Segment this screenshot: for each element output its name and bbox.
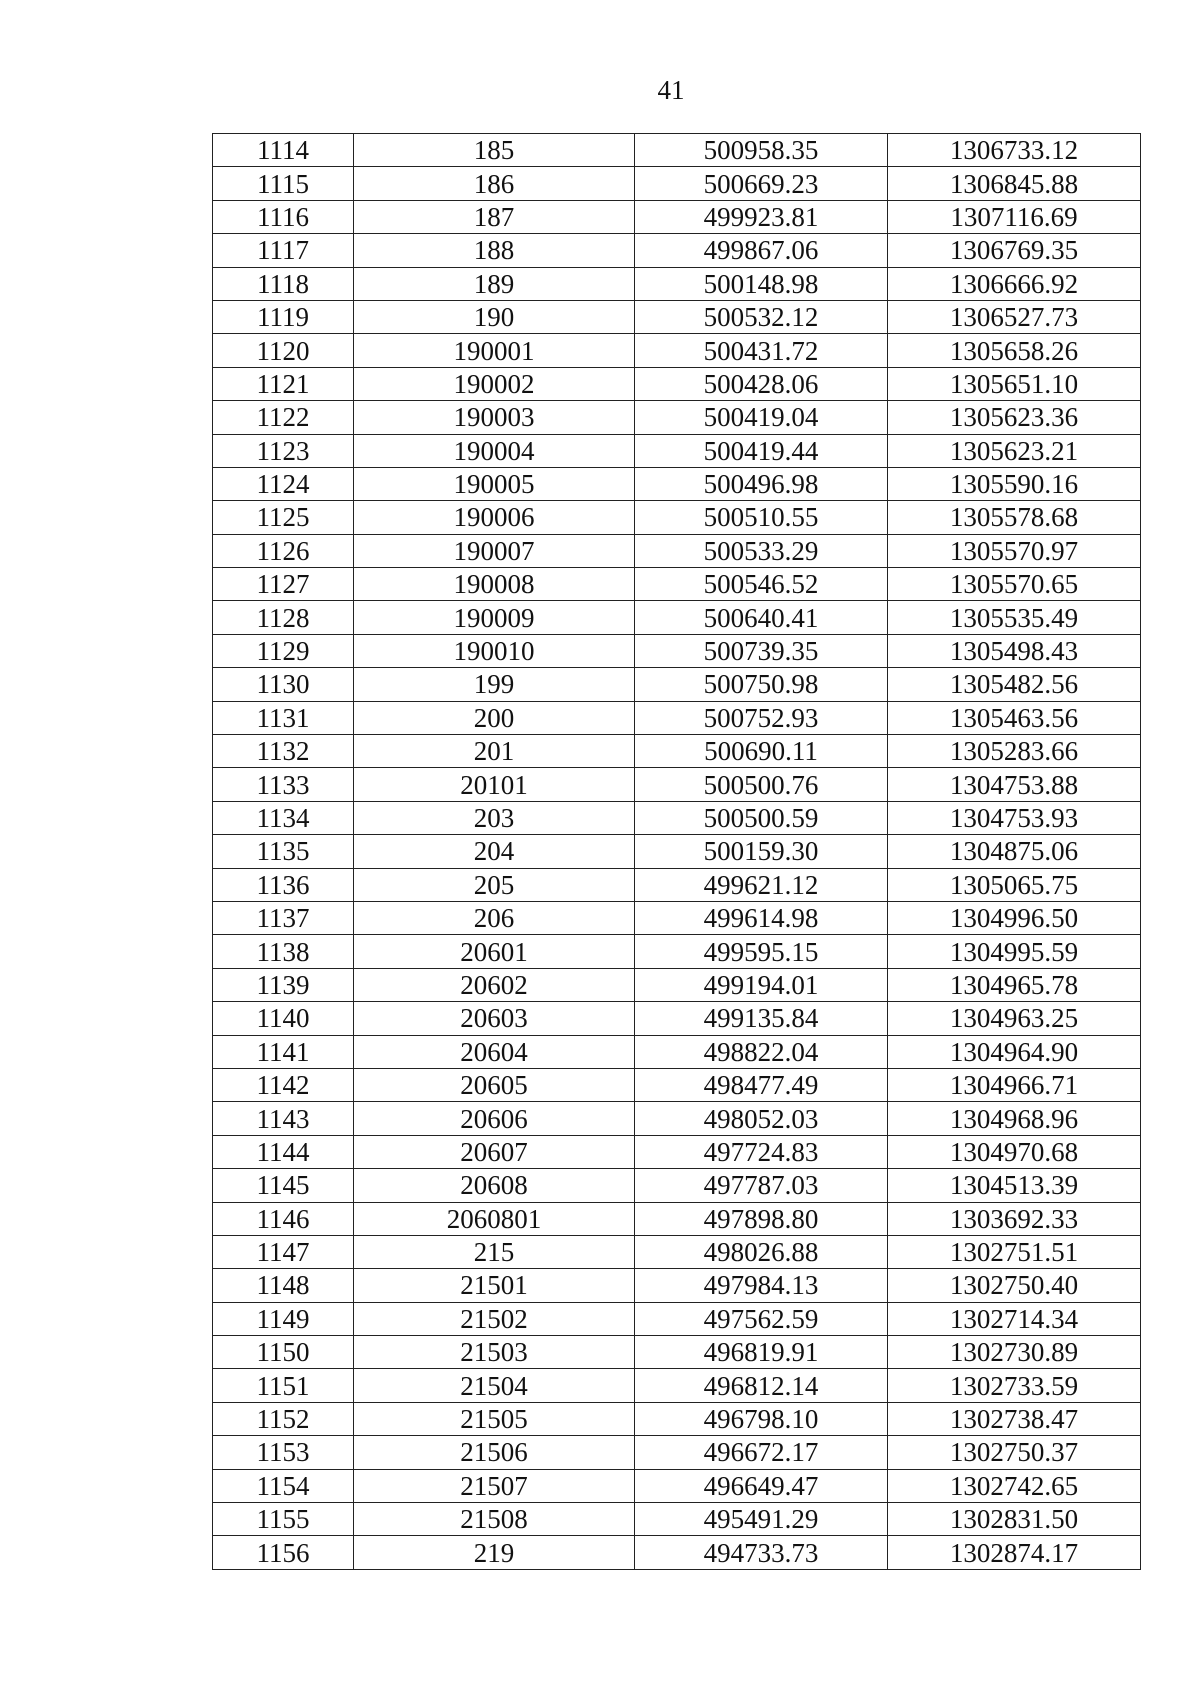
point-id-cell: 21507 (354, 1469, 635, 1502)
y-coordinate-cell: 1302751.51 (888, 1235, 1141, 1268)
x-coordinate-cell: 500958.35 (635, 134, 888, 167)
row-number-cell: 1146 (213, 1202, 354, 1235)
point-id-cell: 185 (354, 134, 635, 167)
table-row (213, 1402, 1141, 1435)
x-coordinate-cell: 498026.88 (635, 1235, 888, 1268)
table-row (213, 1002, 1141, 1035)
table-row (213, 167, 1141, 200)
x-coordinate-cell: 497724.83 (635, 1135, 888, 1168)
table-row (213, 735, 1141, 768)
y-coordinate-cell: 1305283.66 (888, 735, 1141, 768)
y-coordinate-cell: 1305482.56 (888, 668, 1141, 701)
point-id-cell: 190003 (354, 401, 635, 434)
row-number-cell: 1115 (213, 167, 354, 200)
y-coordinate-cell: 1302742.65 (888, 1469, 1141, 1502)
y-coordinate-cell: 1304753.93 (888, 801, 1141, 834)
point-id-cell: 201 (354, 735, 635, 768)
row-number-cell: 1123 (213, 434, 354, 467)
point-id-cell: 190010 (354, 634, 635, 667)
table-row (213, 234, 1141, 267)
table-row (213, 568, 1141, 601)
table-row (213, 835, 1141, 868)
point-id-cell: 21506 (354, 1436, 635, 1469)
point-id-cell: 190 (354, 300, 635, 333)
row-number-cell: 1133 (213, 768, 354, 801)
row-number-cell: 1139 (213, 968, 354, 1001)
y-coordinate-cell: 1304996.50 (888, 901, 1141, 934)
x-coordinate-cell: 500752.93 (635, 701, 888, 734)
coordinates-table (212, 133, 1141, 1570)
row-number-cell: 1142 (213, 1068, 354, 1101)
x-coordinate-cell: 500640.41 (635, 601, 888, 634)
row-number-cell: 1124 (213, 467, 354, 500)
x-coordinate-cell: 499595.15 (635, 935, 888, 968)
row-number-cell: 1122 (213, 401, 354, 434)
row-number-cell: 1129 (213, 634, 354, 667)
table-row (213, 367, 1141, 400)
point-id-cell: 190005 (354, 467, 635, 500)
point-id-cell: 20605 (354, 1068, 635, 1101)
row-number-cell: 1152 (213, 1402, 354, 1435)
x-coordinate-cell: 499867.06 (635, 234, 888, 267)
y-coordinate-cell: 1304963.25 (888, 1002, 1141, 1035)
x-coordinate-cell: 500500.59 (635, 801, 888, 834)
row-number-cell: 1138 (213, 935, 354, 968)
point-id-cell: 20101 (354, 768, 635, 801)
row-number-cell: 1131 (213, 701, 354, 734)
x-coordinate-cell: 499621.12 (635, 868, 888, 901)
x-coordinate-cell: 498052.03 (635, 1102, 888, 1135)
x-coordinate-cell: 500500.76 (635, 768, 888, 801)
y-coordinate-cell: 1304875.06 (888, 835, 1141, 868)
table-row (213, 267, 1141, 300)
table-row (213, 200, 1141, 233)
table-row (213, 801, 1141, 834)
row-number-cell: 1117 (213, 234, 354, 267)
x-coordinate-cell: 498822.04 (635, 1035, 888, 1068)
x-coordinate-cell: 499135.84 (635, 1002, 888, 1035)
row-number-cell: 1127 (213, 568, 354, 601)
row-number-cell: 1126 (213, 534, 354, 567)
point-id-cell: 190002 (354, 367, 635, 400)
row-number-cell: 1147 (213, 1235, 354, 1268)
point-id-cell: 21503 (354, 1336, 635, 1369)
y-coordinate-cell: 1306769.35 (888, 234, 1141, 267)
row-number-cell: 1135 (213, 835, 354, 868)
point-id-cell: 215 (354, 1235, 635, 1268)
table-row (213, 134, 1141, 167)
table-row (213, 1536, 1141, 1569)
point-id-cell: 200 (354, 701, 635, 734)
table-row (213, 1035, 1141, 1068)
y-coordinate-cell: 1302750.40 (888, 1269, 1141, 1302)
y-coordinate-cell: 1305590.16 (888, 467, 1141, 500)
point-id-cell: 199 (354, 668, 635, 701)
table-row (213, 1102, 1141, 1135)
x-coordinate-cell: 500690.11 (635, 735, 888, 768)
x-coordinate-cell: 494733.73 (635, 1536, 888, 1569)
point-id-cell: 21502 (354, 1302, 635, 1335)
table-row (213, 1336, 1141, 1369)
y-coordinate-cell: 1305463.56 (888, 701, 1141, 734)
x-coordinate-cell: 500428.06 (635, 367, 888, 400)
table-row (213, 901, 1141, 934)
x-coordinate-cell: 497898.80 (635, 1202, 888, 1235)
x-coordinate-cell: 500431.72 (635, 334, 888, 367)
row-number-cell: 1121 (213, 367, 354, 400)
table-row (213, 768, 1141, 801)
x-coordinate-cell: 497984.13 (635, 1269, 888, 1302)
point-id-cell: 20603 (354, 1002, 635, 1035)
table-row (213, 668, 1141, 701)
page-number: 41 (657, 75, 685, 105)
y-coordinate-cell: 1305658.26 (888, 334, 1141, 367)
row-number-cell: 1148 (213, 1269, 354, 1302)
table-row (213, 534, 1141, 567)
point-id-cell: 187 (354, 200, 635, 233)
table-row (213, 1269, 1141, 1302)
table-row (213, 334, 1141, 367)
row-number-cell: 1136 (213, 868, 354, 901)
point-id-cell: 186 (354, 167, 635, 200)
table-row (213, 1135, 1141, 1168)
x-coordinate-cell: 498477.49 (635, 1068, 888, 1101)
x-coordinate-cell: 500419.04 (635, 401, 888, 434)
x-coordinate-cell: 500510.55 (635, 501, 888, 534)
point-id-cell: 20608 (354, 1169, 635, 1202)
y-coordinate-cell: 1305535.49 (888, 601, 1141, 634)
y-coordinate-cell: 1302730.89 (888, 1336, 1141, 1369)
y-coordinate-cell: 1302738.47 (888, 1402, 1141, 1435)
x-coordinate-cell: 500159.30 (635, 835, 888, 868)
y-coordinate-cell: 1302733.59 (888, 1369, 1141, 1402)
x-coordinate-cell: 500739.35 (635, 634, 888, 667)
row-number-cell: 1154 (213, 1469, 354, 1502)
row-number-cell: 1134 (213, 801, 354, 834)
point-id-cell: 205 (354, 868, 635, 901)
table-row (213, 1202, 1141, 1235)
point-id-cell: 20606 (354, 1102, 635, 1135)
table-row (213, 701, 1141, 734)
y-coordinate-cell: 1305651.10 (888, 367, 1141, 400)
y-coordinate-cell: 1304995.59 (888, 935, 1141, 968)
y-coordinate-cell: 1305578.68 (888, 501, 1141, 534)
point-id-cell: 204 (354, 835, 635, 868)
y-coordinate-cell: 1304968.96 (888, 1102, 1141, 1135)
table-row (213, 1503, 1141, 1536)
x-coordinate-cell: 499923.81 (635, 200, 888, 233)
y-coordinate-cell: 1305498.43 (888, 634, 1141, 667)
y-coordinate-cell: 1305570.97 (888, 534, 1141, 567)
table-row (213, 634, 1141, 667)
row-number-cell: 1149 (213, 1302, 354, 1335)
y-coordinate-cell: 1302750.37 (888, 1436, 1141, 1469)
row-number-cell: 1153 (213, 1436, 354, 1469)
row-number-cell: 1114 (213, 134, 354, 167)
point-id-cell: 20607 (354, 1135, 635, 1168)
y-coordinate-cell: 1302831.50 (888, 1503, 1141, 1536)
x-coordinate-cell: 497787.03 (635, 1169, 888, 1202)
x-coordinate-cell: 496649.47 (635, 1469, 888, 1502)
point-id-cell: 190007 (354, 534, 635, 567)
x-coordinate-cell: 499614.98 (635, 901, 888, 934)
point-id-cell: 219 (354, 1536, 635, 1569)
y-coordinate-cell: 1304964.90 (888, 1035, 1141, 1068)
table-row (213, 300, 1141, 333)
y-coordinate-cell: 1304966.71 (888, 1068, 1141, 1101)
point-id-cell: 203 (354, 801, 635, 834)
row-number-cell: 1155 (213, 1503, 354, 1536)
row-number-cell: 1143 (213, 1102, 354, 1135)
table-row (213, 501, 1141, 534)
x-coordinate-cell: 500148.98 (635, 267, 888, 300)
x-coordinate-cell: 499194.01 (635, 968, 888, 1001)
x-coordinate-cell: 500419.44 (635, 434, 888, 467)
point-id-cell: 188 (354, 234, 635, 267)
point-id-cell: 190008 (354, 568, 635, 601)
y-coordinate-cell: 1306666.92 (888, 267, 1141, 300)
row-number-cell: 1119 (213, 300, 354, 333)
row-number-cell: 1116 (213, 200, 354, 233)
point-id-cell: 190009 (354, 601, 635, 634)
row-number-cell: 1144 (213, 1135, 354, 1168)
x-coordinate-cell: 496798.10 (635, 1402, 888, 1435)
x-coordinate-cell: 500496.98 (635, 467, 888, 500)
y-coordinate-cell: 1304965.78 (888, 968, 1141, 1001)
point-id-cell: 20601 (354, 935, 635, 968)
row-number-cell: 1141 (213, 1035, 354, 1068)
row-number-cell: 1137 (213, 901, 354, 934)
x-coordinate-cell: 497562.59 (635, 1302, 888, 1335)
x-coordinate-cell: 500533.29 (635, 534, 888, 567)
x-coordinate-cell: 500532.12 (635, 300, 888, 333)
y-coordinate-cell: 1305065.75 (888, 868, 1141, 901)
point-id-cell: 190006 (354, 501, 635, 534)
x-coordinate-cell: 496819.91 (635, 1336, 888, 1369)
y-coordinate-cell: 1307116.69 (888, 200, 1141, 233)
row-number-cell: 1151 (213, 1369, 354, 1402)
y-coordinate-cell: 1305570.65 (888, 568, 1141, 601)
table-row (213, 1235, 1141, 1268)
table-row (213, 935, 1141, 968)
y-coordinate-cell: 1303692.33 (888, 1202, 1141, 1235)
point-id-cell: 20602 (354, 968, 635, 1001)
y-coordinate-cell: 1304513.39 (888, 1169, 1141, 1202)
row-number-cell: 1132 (213, 735, 354, 768)
x-coordinate-cell: 496672.17 (635, 1436, 888, 1469)
point-id-cell: 2060801 (354, 1202, 635, 1235)
table-row (213, 601, 1141, 634)
table-row (213, 1302, 1141, 1335)
x-coordinate-cell: 496812.14 (635, 1369, 888, 1402)
table-row (213, 868, 1141, 901)
table-row (213, 1436, 1141, 1469)
table-row (213, 1469, 1141, 1502)
row-number-cell: 1140 (213, 1002, 354, 1035)
point-id-cell: 21505 (354, 1402, 635, 1435)
point-id-cell: 190001 (354, 334, 635, 367)
y-coordinate-cell: 1306733.12 (888, 134, 1141, 167)
point-id-cell: 21501 (354, 1269, 635, 1302)
point-id-cell: 20604 (354, 1035, 635, 1068)
y-coordinate-cell: 1305623.21 (888, 434, 1141, 467)
point-id-cell: 21504 (354, 1369, 635, 1402)
y-coordinate-cell: 1306527.73 (888, 300, 1141, 333)
row-number-cell: 1120 (213, 334, 354, 367)
point-id-cell: 190004 (354, 434, 635, 467)
y-coordinate-cell: 1305623.36 (888, 401, 1141, 434)
point-id-cell: 21508 (354, 1503, 635, 1536)
table-row (213, 467, 1141, 500)
y-coordinate-cell: 1302874.17 (888, 1536, 1141, 1569)
y-coordinate-cell: 1306845.88 (888, 167, 1141, 200)
x-coordinate-cell: 500750.98 (635, 668, 888, 701)
row-number-cell: 1145 (213, 1169, 354, 1202)
row-number-cell: 1125 (213, 501, 354, 534)
y-coordinate-cell: 1304753.88 (888, 768, 1141, 801)
table-row (213, 1068, 1141, 1101)
x-coordinate-cell: 500669.23 (635, 167, 888, 200)
y-coordinate-cell: 1304970.68 (888, 1135, 1141, 1168)
row-number-cell: 1118 (213, 267, 354, 300)
table-row (213, 968, 1141, 1001)
table-row (213, 1369, 1141, 1402)
row-number-cell: 1128 (213, 601, 354, 634)
row-number-cell: 1150 (213, 1336, 354, 1369)
point-id-cell: 206 (354, 901, 635, 934)
table-row (213, 1169, 1141, 1202)
table-row (213, 401, 1141, 434)
x-coordinate-cell: 500546.52 (635, 568, 888, 601)
row-number-cell: 1130 (213, 668, 354, 701)
y-coordinate-cell: 1302714.34 (888, 1302, 1141, 1335)
point-id-cell: 189 (354, 267, 635, 300)
table-row (213, 434, 1141, 467)
row-number-cell: 1156 (213, 1536, 354, 1569)
coordinates-table-body (213, 134, 1141, 1570)
x-coordinate-cell: 495491.29 (635, 1503, 888, 1536)
